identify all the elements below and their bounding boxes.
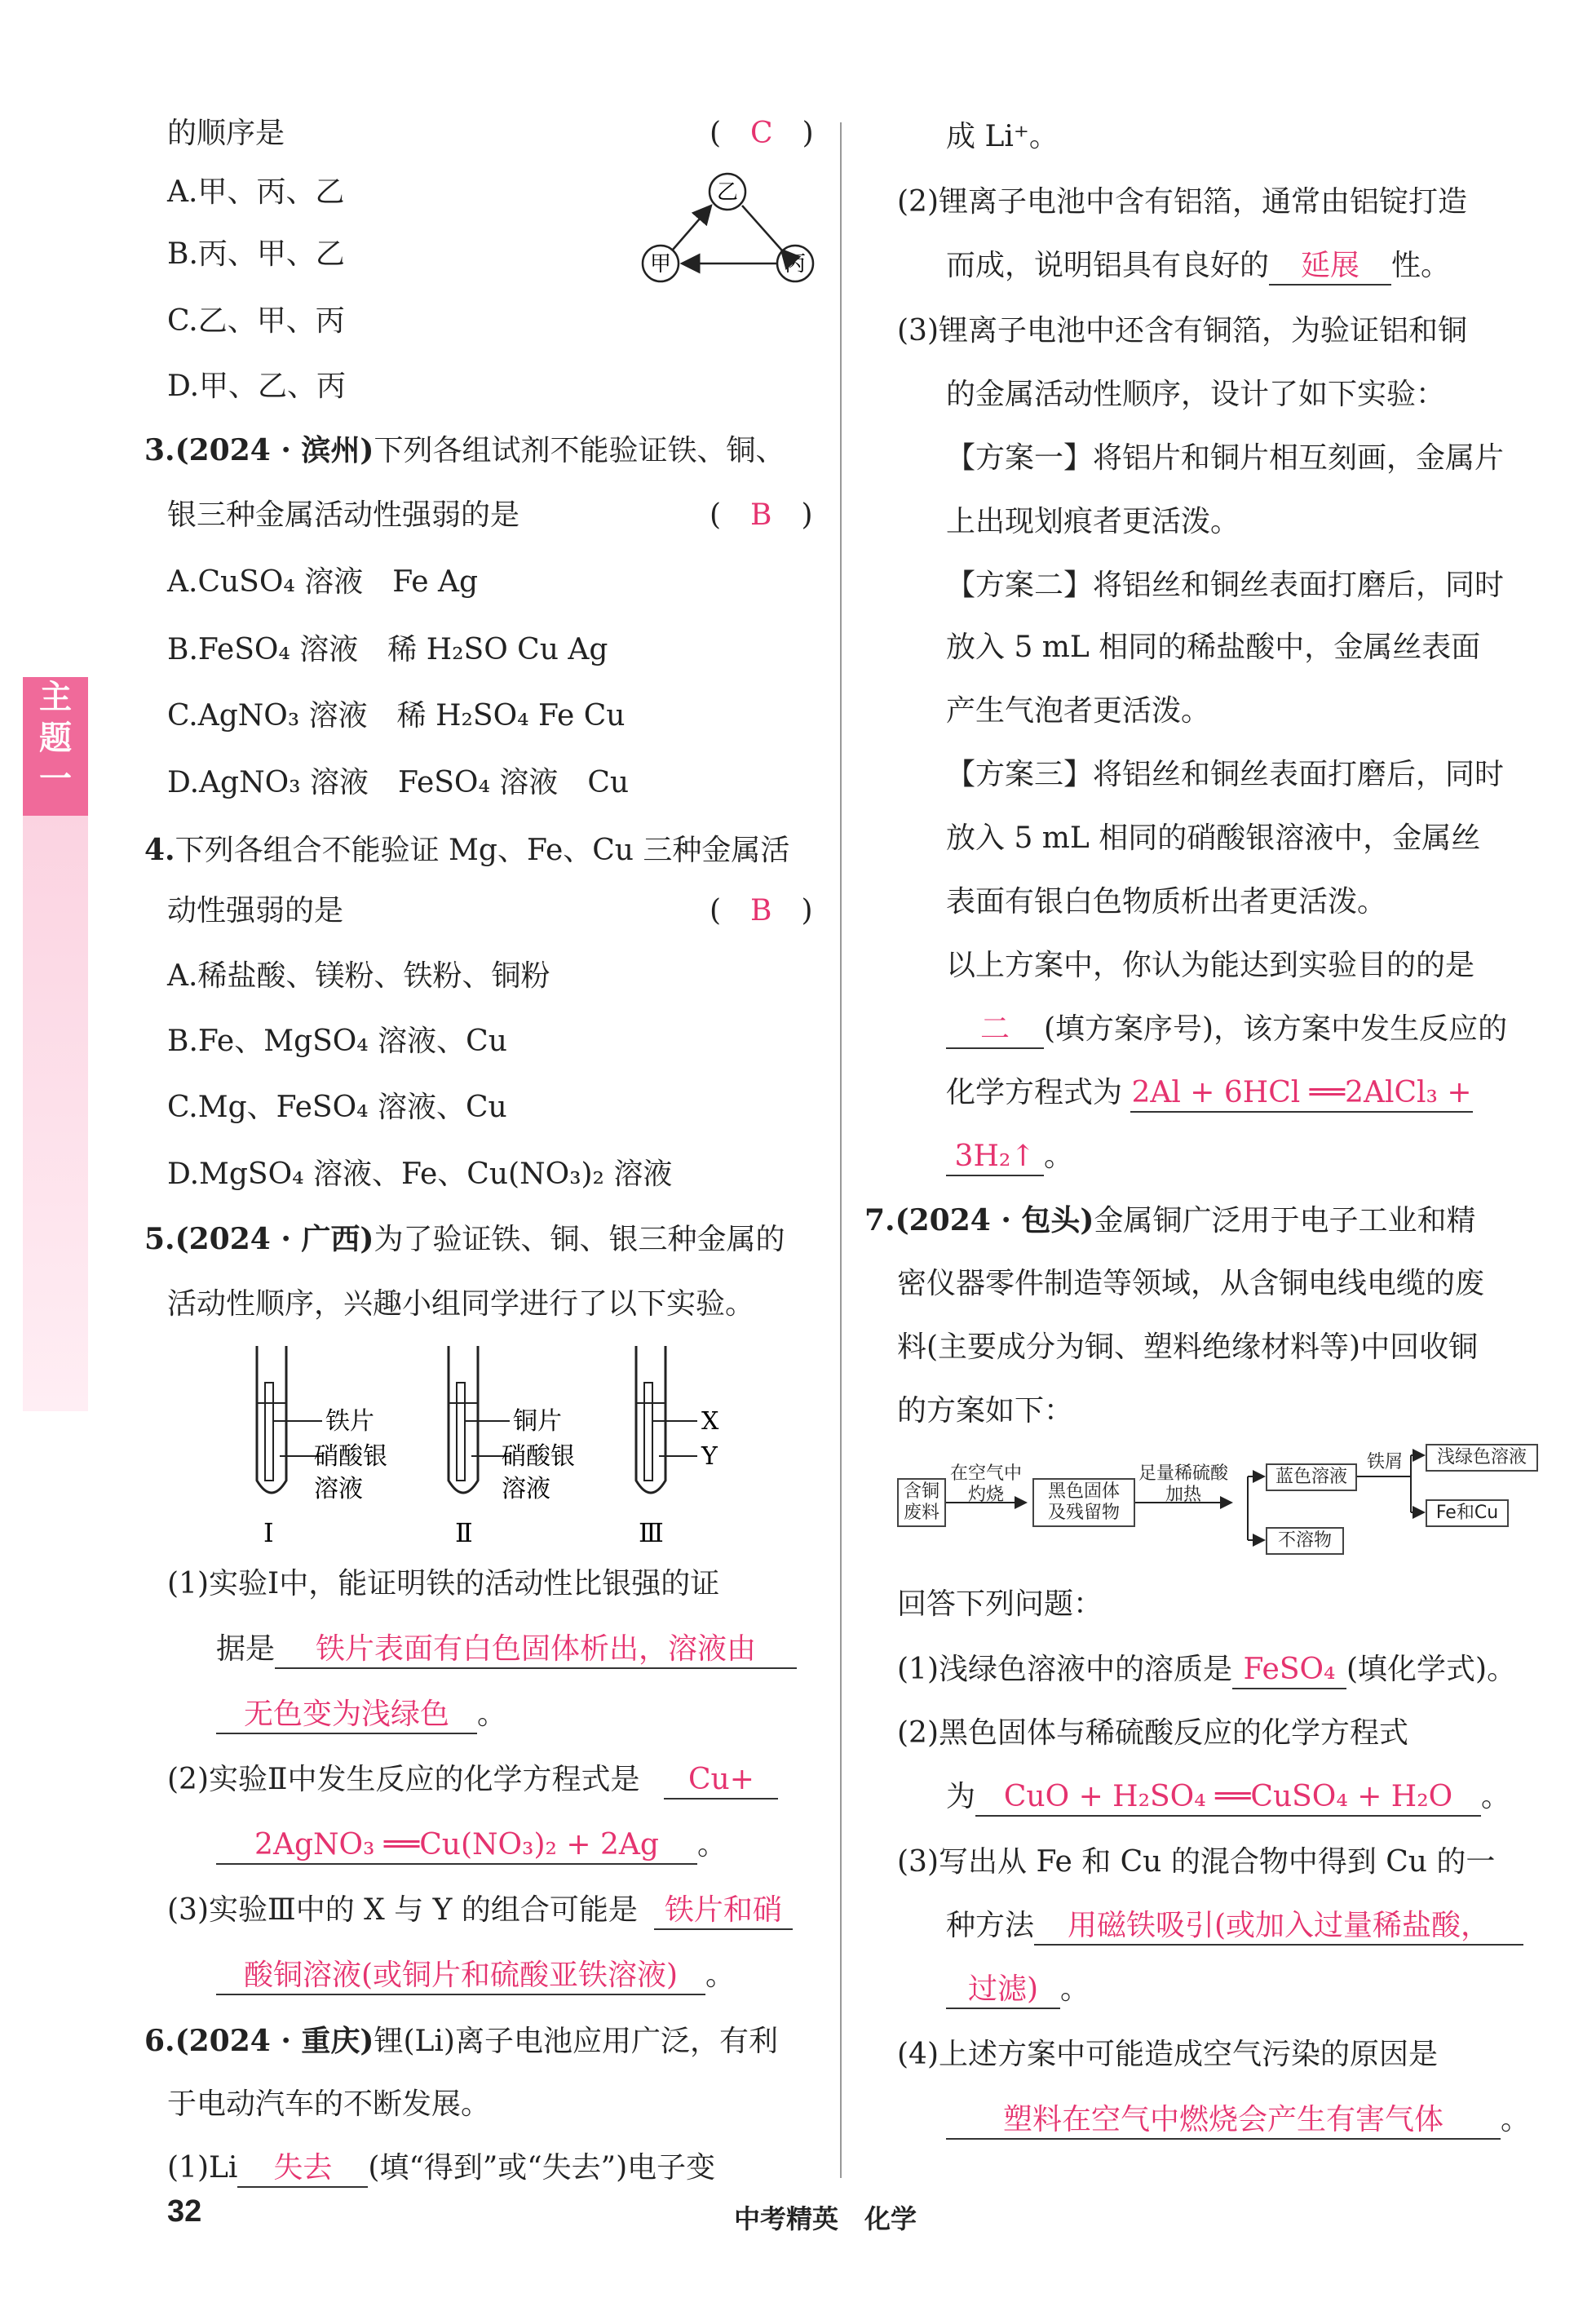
flow-fe-cu-box: Fe和Cu [1426, 1499, 1509, 1527]
q7-text-1: 金属铜广泛用于电子工业和精 [1094, 1204, 1476, 1237]
flow-step-2: 足量稀硫酸 加热 [1138, 1463, 1228, 1505]
side-tab-fade [23, 816, 88, 1411]
tube-2-label-3: 溶液 [502, 1475, 550, 1503]
tube-2-strip [457, 1383, 465, 1481]
tube-2 [449, 1346, 575, 1548]
q7-line-1 [864, 1202, 1475, 1239]
q5-2-period: 。 [697, 1828, 727, 1862]
q7-text-4: 的方案如下： [897, 1394, 1074, 1428]
book-title: 中考精英 化学 [734, 2203, 917, 2234]
q3-source: (2024 · 滨州) [175, 433, 374, 467]
r-line-9: 放入 5 mL 相同的稀盐酸中，金属丝表面 [946, 631, 1481, 664]
r-line-4: (3)锂离子电池中还含有铜箔，为验证铝和铜 [897, 314, 1467, 348]
q3-option-d: D.AgNO₃ 溶液 FeSO₄ 溶液 Cu [167, 766, 630, 799]
q5-1-line-1: (1)实验Ⅰ中，能证明铁的活动性比银强的证 [167, 1567, 720, 1600]
q5-1-line-2 [216, 1631, 797, 1669]
r15-answer: 二 [946, 1012, 1044, 1049]
tube-3-label-y: Y [701, 1442, 718, 1471]
q4-answer-paren: ( B ) [710, 894, 813, 927]
r-line-11: 【方案三】将铝丝和铜丝表面打磨后，同时 [946, 758, 1505, 791]
q5-3-period: 。 [705, 1959, 736, 1992]
flow-step-1: 在空气中 灼烧 [949, 1463, 1022, 1505]
r-line-7: 上出现划痕者更活泼。 [946, 505, 1240, 538]
q5-2-answer-2: 2AgNO₃ ══Cu(NO₃)₂ + 2Ag [216, 1827, 697, 1865]
tube-1-label-3: 溶液 [314, 1475, 363, 1503]
q6-1-prefix: (1)Li [167, 2151, 238, 2185]
q7-1-line [897, 1652, 1516, 1689]
q2-option-a: A.甲、丙、乙 [167, 175, 345, 209]
q4-text-2: 动性强弱的是 [167, 894, 344, 927]
node-right-label: 丙 [784, 252, 807, 277]
q5-text-1: 为了验证铁、铜、银三种金属的 [374, 1223, 785, 1256]
q7-text-2: 密仪器零件制造等领域，从含铜电线电缆的废 [897, 1267, 1485, 1300]
r-line-2: (2)锂离子电池中含有铝箔，通常由铝锭打造 [897, 185, 1467, 219]
q3-answer-paren: ( B ) [710, 498, 813, 532]
q7-4-period: 。 [1501, 2103, 1531, 2136]
tube-1-number: Ⅰ [263, 1517, 274, 1548]
side-tab-char-3: 一 [39, 760, 72, 798]
flow-start-box [897, 1478, 946, 1527]
r-line-17 [946, 1139, 1073, 1176]
side-tab-char-2: 题 [39, 719, 72, 757]
r15-suffix: (填方案序号)，该方案中发生反应的 [1044, 1012, 1508, 1046]
side-tab [23, 677, 88, 816]
q5-2-line-1 [167, 1762, 778, 1800]
tube-1-label-2: 硝酸银 [314, 1442, 387, 1471]
q6-1-suffix: (填“得到”或“失去”)电子变 [368, 2151, 716, 2185]
r16-prefix: 化学方程式为 [946, 1076, 1123, 1109]
flow-start-label: 含铜 废料 [903, 1481, 939, 1523]
flow-black-solid-box: 黑色固体 及残留物 [1032, 1478, 1135, 1527]
q7-1-prefix: (1)浅绿色溶液中的溶质是 [897, 1653, 1232, 1686]
q5-1-prefix: 据是 [216, 1632, 276, 1666]
r-line-15 [946, 1012, 1507, 1049]
q4-option-c: C.Mg、FeSO₄ 溶液、Cu [167, 1091, 507, 1124]
r-line-12: 放入 5 mL 相同的硝酸银溶液中，金属丝 [946, 821, 1481, 855]
q7-2-line-1: (2)黑色固体与稀硫酸反应的化学方程式 [897, 1716, 1408, 1750]
q3-option-a: A.CuSO₄ 溶液 Fe Ag [167, 565, 479, 599]
q7-source: (2024 · 包头) [895, 1203, 1094, 1237]
q5-3-line-2 [216, 1958, 735, 1995]
r-line-8: 【方案二】将铝丝和铜丝表面打磨后，同时 [946, 569, 1505, 602]
q4-text-1: 下列各组合不能验证 Mg、Fe、Cu 三种金属活 [175, 834, 790, 867]
q6-text-1: 锂(Li)离子电池应用广泛，有利 [374, 2025, 778, 2058]
r3-answer: 延展 [1269, 248, 1391, 286]
q7-2-period: 。 [1481, 1780, 1511, 1813]
flow-insoluble-box: 不溶物 [1266, 1527, 1344, 1555]
q6-1-line [167, 2150, 715, 2188]
r3-prefix: 而成，说明铝具有良好的 [946, 249, 1270, 282]
q3-number: 3. [144, 433, 175, 467]
q3-option-c: C.AgNO₃ 溶液 稀 H₂SO₄ Fe Cu [167, 699, 626, 733]
q5-1-period: 。 [477, 1698, 507, 1731]
q3-option-b: B.FeSO₄ 溶液 稀 H₂SO Cu Ag [167, 633, 608, 666]
q6-source: (2024 · 重庆) [175, 2024, 374, 2058]
q7-4-line-1: (4)上述方案中可能造成空气污染的原因是 [897, 2038, 1438, 2071]
q7-1-suffix: (填化学式)。 [1346, 1653, 1517, 1686]
q7-3-period: 。 [1060, 1972, 1090, 2006]
node-top-label: 乙 [716, 180, 739, 205]
flow-green-solution-box: 浅绿色溶液 [1426, 1444, 1538, 1472]
tube-3-strip [644, 1383, 652, 1481]
flow-blue-solution-box: 蓝色溶液 [1266, 1463, 1357, 1491]
q7-3-answer-1: 用磁铁吸引(或加入过量稀盐酸， [1034, 1908, 1523, 1946]
tube-3-number: Ⅲ [639, 1517, 664, 1548]
r-line-3 [946, 248, 1450, 286]
r-line-16 [946, 1075, 1473, 1113]
tube-3-label-x: X [701, 1407, 719, 1436]
q4-option-d: D.MgSO₄ 溶液、Fe、Cu(NO₃)₂ 溶液 [167, 1158, 673, 1191]
side-tab-char-1: 主 [39, 679, 72, 716]
q7-3-prefix: 种方法 [946, 1909, 1035, 1942]
q2-tail: 的顺序是 [167, 117, 285, 150]
q5-source: (2024 · 广西) [175, 1222, 374, 1256]
q3-text-1: 下列各组试剂不能验证铁、铜、 [374, 434, 785, 467]
page-number: 32 [167, 2194, 202, 2229]
q3-text-2: 银三种金属活动性强弱的是 [167, 498, 520, 532]
q4-option-a: A.稀盐酸、镁粉、铁粉、铜粉 [167, 959, 550, 993]
q5-number: 5. [144, 1222, 175, 1256]
q2-answer-paren: ( C ) [710, 117, 814, 150]
q7-3-line-2 [946, 1908, 1523, 1946]
flow-step-3: 铁屑 [1366, 1452, 1403, 1472]
q4-option-b: B.Fe、MgSO₄ 溶液、Cu [167, 1025, 507, 1058]
q4-number: 4. [144, 833, 175, 867]
r-line-1: 成 Li⁺。 [946, 120, 1059, 153]
q3-answer: B [750, 498, 772, 532]
q7-4-answer: 塑料在空气中燃烧会产生有害气体 [946, 2102, 1501, 2140]
q2-option-b: B.丙、甲、乙 [167, 237, 345, 271]
arrow-right-top [742, 206, 781, 250]
q7-2-answer: CuO + H₂SO₄ ══CuSO₄ + H₂O [975, 1779, 1481, 1817]
tube-3 [636, 1346, 719, 1548]
q2-answer: C [750, 117, 773, 150]
r-line-6: 【方案一】将铝片和铜片相互刻画，金属片 [946, 441, 1505, 475]
q5-2-answer-1: Cu+ [664, 1762, 778, 1800]
q7-text-3: 料(主要成分为铜、塑料绝缘材料等)中回收铜 [897, 1330, 1479, 1364]
q7-number: 7. [864, 1203, 895, 1237]
q6-1-answer: 失去 [237, 2150, 368, 2188]
q7-flow-diagram [897, 1444, 1541, 1574]
r-line-14: 以上方案中，你认为能达到实验目的的是 [946, 949, 1475, 982]
q7-3-line-3 [946, 1972, 1090, 2009]
tube-2-number: Ⅱ [455, 1517, 473, 1548]
tube-2-label-2: 硝酸银 [502, 1442, 575, 1471]
node-left-label: 甲 [649, 252, 672, 277]
r16-answer: 2Al + 6HCl ══2AlCl₃ + [1130, 1075, 1473, 1113]
q5-3-text: (3)实验Ⅲ中的 X 与 Y 的组合可能是 [167, 1893, 638, 1927]
q5-2-line-2 [216, 1827, 727, 1865]
q5-1-answer-2: 无色变为浅绿色 [216, 1697, 477, 1734]
q5-text-2: 活动性顺序，兴趣小组同学进行了以下实验。 [167, 1287, 755, 1321]
q2-option-c: C.乙、甲、丙 [167, 304, 345, 338]
q5-1-line-3 [216, 1697, 506, 1734]
q6-line-1 [144, 2023, 778, 2060]
q5-line-1 [144, 1221, 785, 1258]
q6-number: 6. [144, 2024, 175, 2058]
tube-1 [257, 1346, 387, 1548]
tube-2-label-1: 铜片 [513, 1407, 562, 1436]
q2-option-d: D.甲、乙、丙 [167, 370, 347, 403]
q5-3-answer-2: 酸铜溶液(或铜片和硫酸亚铁溶液) [216, 1958, 705, 1995]
column-divider [840, 122, 842, 2178]
q5-2-text: (2)实验Ⅱ中发生反应的化学方程式是 [167, 1763, 640, 1796]
r17-answer: 3H₂↑ [946, 1139, 1044, 1176]
q3-line-1 [144, 432, 785, 469]
q7-2-line-2 [946, 1779, 1510, 1817]
q7-prompt: 回答下列问题： [897, 1587, 1103, 1621]
q5-3-answer-1: 铁片和硝 [654, 1893, 793, 1930]
q5-3-line-1 [167, 1893, 793, 1930]
q6-text-2: 于电动汽车的不断发展。 [167, 2087, 491, 2121]
r-line-5: 的金属活动性顺序，设计了如下实验： [946, 378, 1446, 411]
tube-1-strip [265, 1383, 273, 1481]
q2-cycle-diagram [636, 167, 824, 290]
q7-4-line-2 [946, 2102, 1530, 2140]
q7-3-answer-2: 过滤) [946, 1972, 1060, 2009]
q7-1-answer: FeSO₄ [1232, 1652, 1346, 1689]
r3-suffix: 性。 [1391, 249, 1451, 282]
r-line-10: 产生气泡者更活泼。 [946, 694, 1211, 728]
q7-3-line-1: (3)写出从 Fe 和 Cu 的混合物中得到 Cu 的一 [897, 1845, 1496, 1879]
q5-test-tubes [241, 1346, 828, 1550]
r17-period: 。 [1044, 1140, 1074, 1173]
q4-answer: B [750, 894, 772, 927]
tube-1-label-1: 铁片 [325, 1407, 374, 1436]
q7-2-prefix: 为 [946, 1780, 976, 1813]
q5-1-answer-1: 铁片表面有白色固体析出，溶液由 [275, 1631, 797, 1669]
r-line-13: 表面有银白色物质析出者更活泼。 [946, 885, 1387, 919]
q4-line-1 [144, 832, 789, 869]
arrow-left-top [673, 206, 711, 250]
